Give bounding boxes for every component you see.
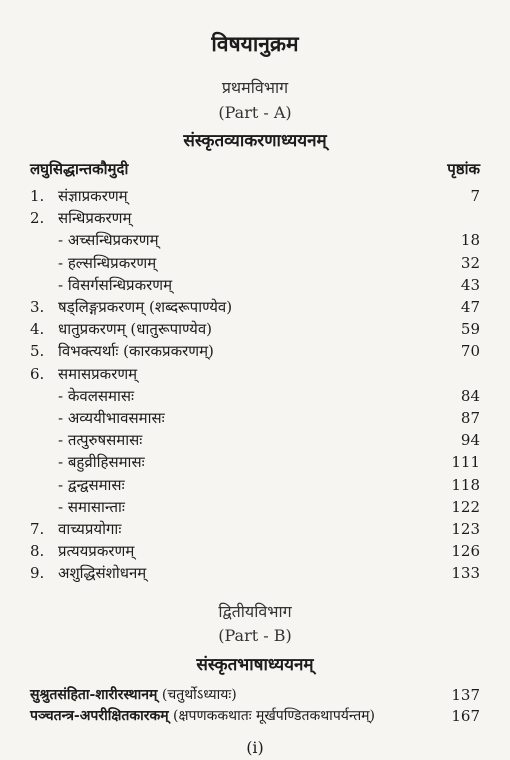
- entry-page: 87: [460, 409, 480, 427]
- part-a-heading: संस्कृतव्याकरणाध्ययनम्: [183, 131, 327, 151]
- entry-page: 118: [451, 475, 480, 494]
- entry-title: समासप्रकरणम्: [58, 364, 138, 383]
- entry-title: संज्ञाप्रकरणम्: [58, 187, 128, 205]
- toc-entry: [0, 207, 510, 229]
- toc-entry: [0, 518, 510, 540]
- entry-number: 5.: [30, 342, 45, 361]
- entry-page: 7: [470, 187, 480, 205]
- entry-title: - हल्सन्धिप्रकरणम्: [58, 252, 156, 274]
- book-title: लघुसिद्धान्तकौमुदी: [30, 160, 129, 178]
- part-a-name: प्रथमविभाग: [221, 78, 289, 97]
- toc-entry: [0, 705, 510, 727]
- entry-title: षड्लिङ्गप्रकरणम् (शब्दरूपाण्येव): [58, 298, 233, 316]
- entry-page: 18: [460, 231, 480, 250]
- toc-entry: [0, 540, 510, 562]
- entry-number: 3.: [30, 298, 45, 316]
- toc-entry: [0, 429, 510, 451]
- toc-entry: [0, 451, 510, 473]
- entry-title: विभक्त्यर्थाः (कारकप्रकरणम्): [58, 342, 214, 361]
- entry-title: [30, 705, 375, 727]
- page-number: (i): [246, 738, 264, 757]
- entry-page: 47: [460, 298, 480, 316]
- toc-entry: [0, 363, 510, 385]
- entry-number: 7.: [30, 520, 45, 538]
- entry-number: 8.: [30, 542, 45, 561]
- part-b-label: (Part - B): [218, 626, 292, 645]
- entry-page: 70: [460, 342, 480, 361]
- entry-page: 32: [460, 253, 480, 272]
- toc-entry: [0, 684, 510, 706]
- entry-title: सन्धिप्रकरणम्: [58, 209, 132, 228]
- toc-entry: [0, 407, 510, 429]
- part-b-name: द्वितीयविभाग: [218, 602, 292, 621]
- entry-page: 123: [451, 520, 480, 538]
- entry-number: 1.: [30, 187, 45, 205]
- entry-title: - केवलसमासः: [58, 385, 134, 407]
- entry-title: - अव्ययीभावसमासः: [58, 407, 165, 429]
- toc-entry: [0, 274, 510, 296]
- entry-title: - तत्पुरुषसमासः: [58, 429, 142, 451]
- entry-title-main: सुश्रुतसंहिता-शारीरस्थानम्: [30, 687, 158, 703]
- toc-entry: [0, 296, 510, 318]
- toc-entry: [0, 318, 510, 340]
- toc-entry: [0, 496, 510, 518]
- entry-title: - समासान्ताः: [58, 496, 125, 518]
- entry-page: 167: [451, 707, 480, 725]
- toc-entry: [0, 474, 510, 496]
- page-title: विषयानुक्रम: [211, 31, 299, 56]
- entry-page: 133: [451, 564, 480, 583]
- part-b-heading: संस्कृतभाषाध्ययनम्: [196, 655, 314, 675]
- entry-page: 84: [460, 386, 480, 405]
- entry-title: वाच्यप्रयोगाः: [58, 520, 122, 538]
- toc-entry: [0, 385, 510, 407]
- entry-page: 137: [451, 686, 480, 704]
- entry-page: 126: [451, 542, 480, 561]
- entry-title: - द्वन्द्वसमासः: [58, 474, 125, 496]
- toc-entry: [0, 562, 510, 584]
- entry-title: धातुप्रकरणम् (धातुरूपाण्येव): [58, 320, 213, 339]
- entry-title: - बहुव्रीहिसमासः: [58, 451, 145, 473]
- entry-title: [30, 684, 237, 706]
- entry-page: 43: [460, 275, 480, 294]
- entry-title: - अच्सन्धिप्रकरणम्: [58, 229, 159, 251]
- toc-entry: [0, 185, 510, 207]
- entry-number: 6.: [30, 364, 45, 383]
- column-header-row: [0, 158, 510, 180]
- entry-page: 59: [460, 320, 480, 339]
- toc-entry: [0, 340, 510, 362]
- entry-title-main: पञ्चतन्त्र-अपरीक्षितकारकम्: [30, 708, 169, 724]
- entry-title: - विसर्गसन्धिप्रकरणम्: [58, 274, 172, 296]
- entry-title-detail: (क्षपणककथातः मूर्खपण्डितकथापर्यन्तम्): [168, 708, 376, 724]
- entry-title: प्रत्ययप्रकरणम्: [58, 542, 135, 561]
- toc-entry: [0, 252, 510, 274]
- entry-page: 122: [451, 497, 480, 516]
- entry-number: 9.: [30, 564, 45, 583]
- entry-number: 4.: [30, 320, 45, 339]
- part-a-label: (Part - A): [218, 103, 292, 122]
- entry-title-detail: (चतुर्थोऽध्यायः): [157, 687, 237, 703]
- entry-page: 111: [451, 453, 480, 472]
- entry-number: 2.: [30, 209, 45, 228]
- entry-page: 94: [460, 431, 480, 450]
- entry-title: अशुद्धिसंशोधनम्: [58, 564, 147, 583]
- page-column-label: पृष्ठांक: [447, 160, 480, 178]
- toc-entry: [0, 229, 510, 251]
